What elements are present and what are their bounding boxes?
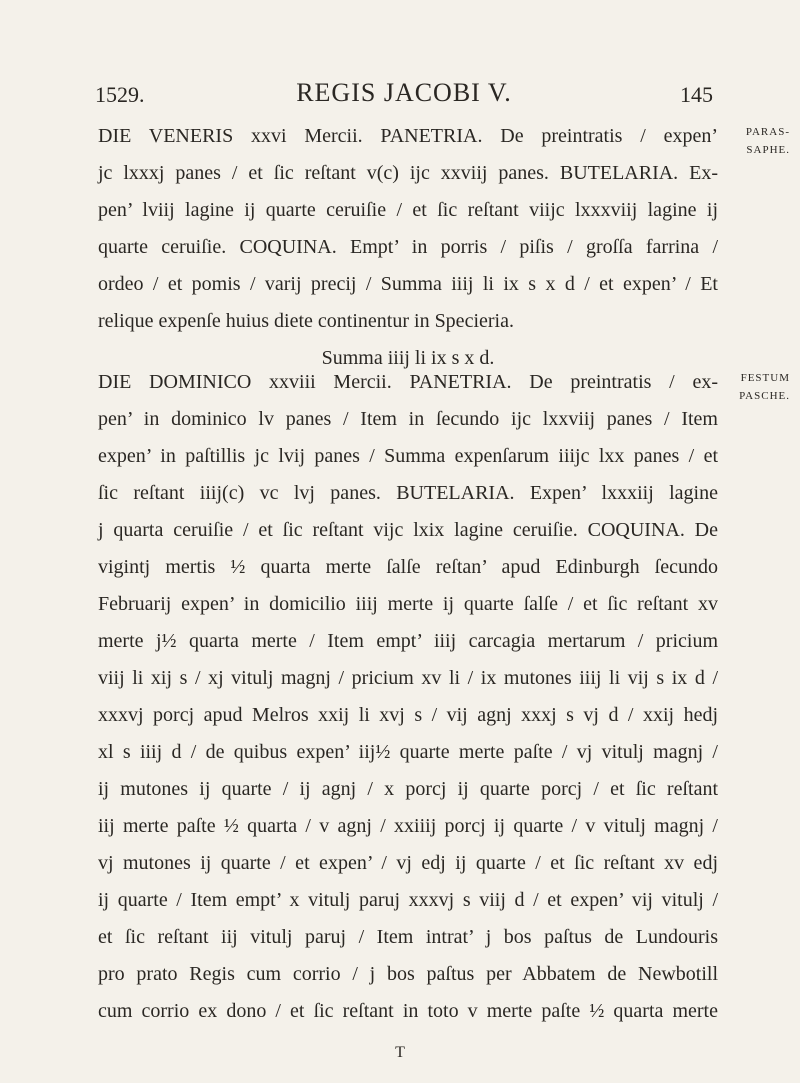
signature-mark: T: [395, 1044, 405, 1061]
summa-line: Summa iiij li ix s x d.: [321, 347, 495, 369]
text-line: quarte ceruiſie. COQUINA. Empt’ in porris / piſis / groſſa farrina /: [98, 236, 718, 258]
text-line: ordeo / et pomis / varij precij / Summa iiij li ix s x d / et expen’ / Et: [98, 273, 718, 295]
text-line: xl s iiij d / de quibus expen’ iij½ quarte merte paſte / vj vitulj magnj /: [98, 741, 718, 763]
margin-note-line: FESTUM: [740, 372, 790, 384]
text-line: cum corrio ex dono / et ſic reſtant in toto v merte paſte ½ quarta merte: [98, 1000, 718, 1022]
text-line: vigintj mertis ½ quarta merte ſalſe reſtan’ apud Edinburgh ſecundo: [98, 556, 718, 578]
margin-note-festum-pasche: [722, 370, 790, 404]
text-line: iij merte paſte ½ quarta / v agnj / xxiiij porcj ij quarte / v vitulj magnj /: [98, 815, 718, 837]
text-line: DIE DOMINICO xxviii Mercii. PANETRIA. De preintratis / ex-: [98, 371, 718, 393]
margin-note-parasaphe: [722, 124, 790, 158]
text-line: ſic reſtant iiij(c) vc lvj panes. BUTELARIA. Expen’ lxxxiij lagine: [98, 482, 718, 504]
margin-note-line: SAPHE.: [746, 144, 790, 156]
page-number: 145: [680, 82, 713, 107]
margin-note-line: PARAS-: [745, 126, 790, 138]
running-title: REGIS JACOBI V.: [296, 78, 512, 107]
text-line: Februarij expen’ in domicilio iiij merte ij quarte ſalſe / et ſic reſtant xv: [98, 593, 718, 615]
text-line: jc lxxxj panes / et ſic reſtant v(c) ijc xxviij panes. BUTELARIA. Ex-: [98, 162, 718, 184]
text-line: j quarta ceruiſie / et ſic reſtant vijc lxix lagine ceruiſie. COQUINA. De: [98, 519, 718, 541]
margin-note-line: PASCHE.: [739, 390, 790, 402]
text-line: vj mutones ij quarte / et expen’ / vj edj ij quarte / et ſic reſtant xv edj: [98, 852, 718, 874]
text-line: ij quarte / Item empt’ x vitulj paruj xxxvj s viij d / et expen’ vij vitulj /: [98, 889, 718, 911]
year: 1529.: [95, 82, 145, 107]
text-line: merte j½ quarta merte / Item empt’ iiij carcagia mertarum / pricium: [98, 630, 718, 652]
text-line: et ſic reſtant iij vitulj paruj / Item intrat’ j bos paſtus de Lundouris: [98, 926, 718, 948]
running-header: [95, 78, 713, 118]
text-line: viij li xij s / xj vitulj magnj / pricium xv li / ix mutones iiij li vij s ix d /: [98, 667, 718, 689]
text-line: pen’ lviij lagine ij quarte ceruiſie / et ſic reſtant viijc lxxxviij lagine ij: [98, 199, 718, 221]
text-line: xxxvj porcj apud Melros xxij li xvj s / vij agnj xxxj s vj d / xxij hedj: [98, 704, 718, 726]
text-line: pen’ in dominico lv panes / Item in ſecundo ijc lxxviij panes / Item: [98, 408, 718, 430]
text-line: ij mutones ij quarte / ij agnj / x porcj ij quarte porcj / et ſic reſtant: [98, 778, 718, 800]
text-line: DIE VENERIS xxvi Mercii. PANETRIA. De preintratis / expen’: [98, 125, 718, 147]
text-line: relique expenſe huius diete continentur in Specieria.: [98, 310, 514, 332]
text-line: pro prato Regis cum corrio / j bos paſtus per Abbatem de Newbotill: [98, 963, 718, 985]
text-line: expen’ in paſtillis jc lvij panes / Summa expenſarum iiijc lxx panes / et: [98, 445, 718, 467]
